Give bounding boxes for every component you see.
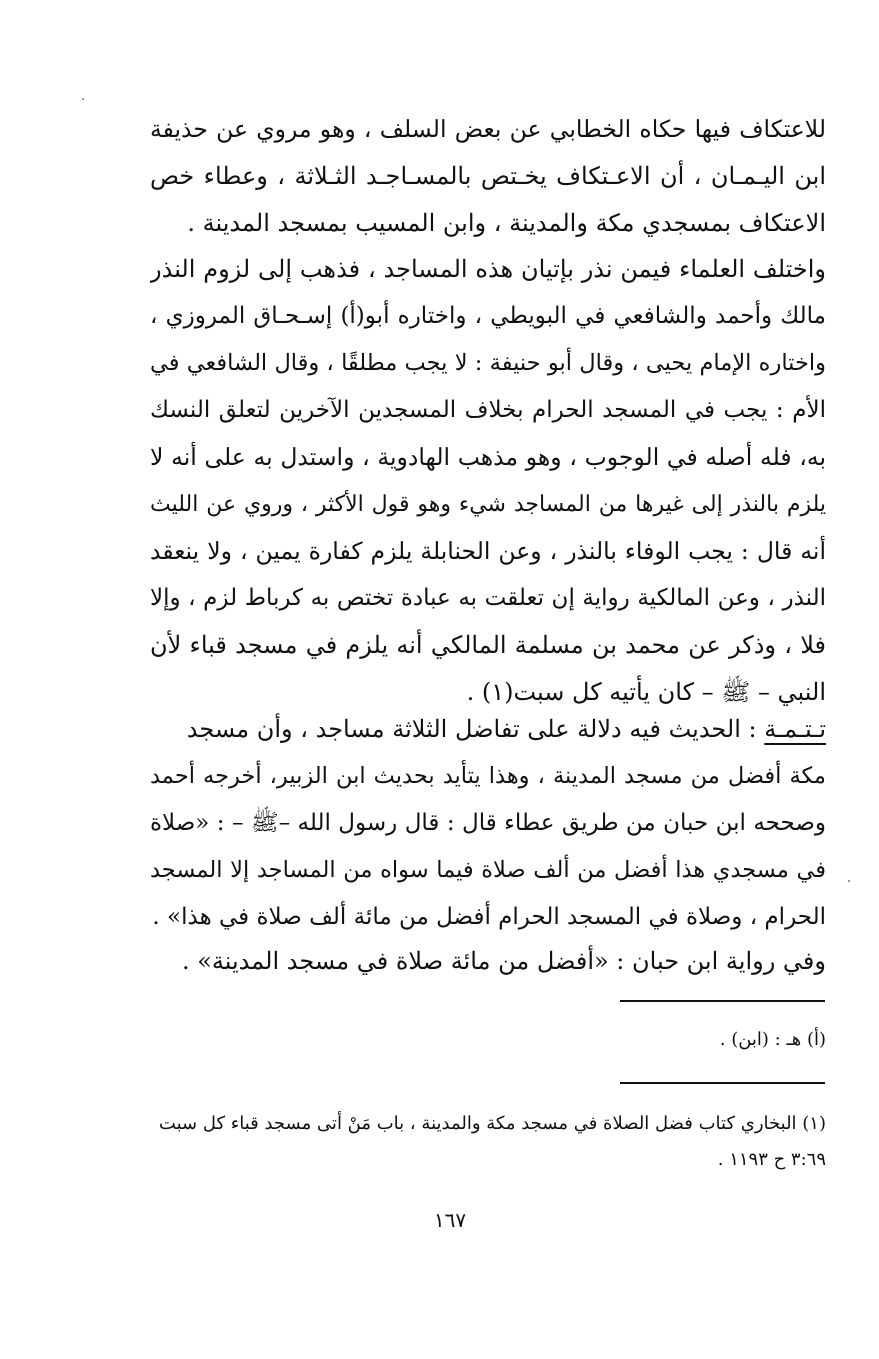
text-line: فلا ، وذكر عن محمد بن مسلمة المالكي أنه يلزم في مسجد قباء لأن — [150, 631, 826, 659]
text-line: واختاره الإمام يحيى ، وقال أبو حنيفة : لا يجب مطلقًا ، وقال الشافعي في — [150, 350, 826, 376]
text-line — [150, 706, 826, 753]
text-line: مكة أفضل من مسجد المدينة ، وهذا يتأيد بحديث ابن الزبير، أخرجه أحمد — [150, 763, 826, 789]
footnote — [150, 1106, 826, 1178]
text-line: للاعتكاف فيها حكاه الخطابي عن بعض السلف ، وهو مروي عن حذيفة — [150, 115, 826, 143]
text-line: في مسجدي هذا أفضل من ألف صلاة فيما سواه من المساجد إلا المسجد — [150, 857, 826, 883]
page-number: ١٦٧ — [433, 1208, 467, 1232]
note-separator — [620, 1000, 825, 1002]
text-line: وصححه ابن حبان من طريق عطاء قال : قال رسول الله –ﷺ – : «صلاة — [150, 810, 826, 836]
text-line: ابن اليـمـان ، أن الاعـتكاف يخـتص بالمسـاجـد الثـلاثة ، وعطاء خص — [150, 162, 826, 190]
paragraph-1 — [150, 106, 826, 247]
tatimma-heading: تـتـمـة — [764, 715, 826, 743]
text-line-rest: : الحديث فيه دلالة على تفاضل الثلاثة مساجد ، وأن مسجد — [186, 715, 765, 743]
scan-speck — [848, 880, 850, 882]
footnote-line: (١) البخاري كتاب فضل الصلاة في مسجد مكة والمدينة ، باب مَنْ أتى مسجد قباء كل سبت — [158, 1113, 826, 1134]
text-line: يلزم بالنذر إلى غيرها من المساجد شيء وهو قول الأكثر ، وروي عن الليث — [150, 492, 826, 517]
text-line: مالك وأحمد والشافعي في البويطي ، واختاره أبو(أ) إسـحـاق المروزي ، — [150, 303, 826, 329]
scan-speck — [82, 98, 84, 100]
variant-note: (أ) هـ : (ابن) . — [719, 1029, 826, 1050]
text-line: أنه قال : يجب الوفاء بالنذر ، وعن الحنابلة يلزم كفارة يمين ، ولا ينعقد — [150, 537, 826, 565]
text-line: النبي – ﷺ – كان يأتيه كل سبت(١) . — [466, 678, 826, 706]
footnote-separator — [620, 1082, 825, 1084]
text-line: واختلف العلماء فيمن نذر بإتيان هذه المساجد ، فذهب إلى لزوم النذر — [150, 255, 826, 283]
paragraph-2 — [150, 246, 826, 716]
text-line: النذر ، وعن المالكية رواية إن تعلقت به عبادة تختص به كرباط لزم ، وإلا — [150, 585, 826, 611]
paragraph-4 — [150, 938, 826, 985]
text-line: الحرام ، وصلاة في المسجد الحرام أفضل من مائة ألف صلاة في هذا» . — [152, 904, 826, 930]
footnote-line: ٣:٦٩ ح ١١٩٣ . — [717, 1149, 826, 1170]
text-line: به، فله أصله في الوجوب ، وهو مذهب الهادوية ، واستدل به على أنه لا — [150, 443, 826, 471]
text-line: الأم : يجب في المسجد الحرام بخلاف المسجدين الآخرين لتعلق النسك — [150, 397, 826, 423]
paragraph-3 — [150, 706, 826, 941]
text-line: الاعتكاف بمسجدي مكة والمدينة ، وابن المسيب بمسجد المدينة . — [187, 209, 826, 237]
text-line: وفي رواية ابن حبان : «أفضل من مائة صلاة في مسجد المدينة» . — [181, 947, 826, 975]
